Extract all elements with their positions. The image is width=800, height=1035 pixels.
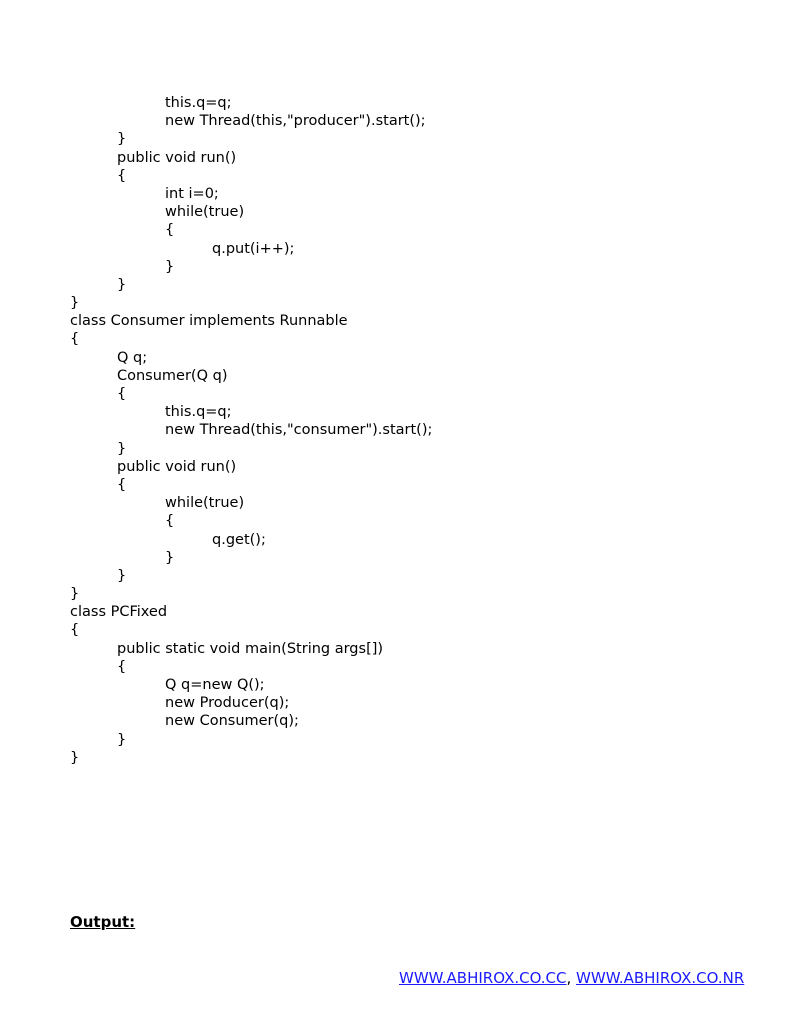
code-line: new Thread(this,"producer").start(); <box>165 113 426 130</box>
code-line: } <box>70 749 80 766</box>
code-line: { <box>117 658 127 675</box>
code-line: new Producer(q); <box>165 695 290 712</box>
code-line: { <box>117 476 127 493</box>
code-line: { <box>117 386 127 402</box>
code-line: public void run() <box>117 149 237 166</box>
code-line: } <box>117 440 127 457</box>
code-line: { <box>117 167 127 184</box>
code-line: Q q; <box>117 349 148 366</box>
code-line: while(true) <box>165 204 245 221</box>
code-line: } <box>165 549 175 566</box>
code-line: public void run() <box>117 458 237 475</box>
code-line: } <box>117 731 127 748</box>
code-listing <box>70 94 432 767</box>
footer-links <box>399 969 744 987</box>
code-line: q.get(); <box>212 531 266 548</box>
code-line: new Consumer(q); <box>165 713 299 730</box>
code-line: int i=0; <box>165 185 219 202</box>
code-line: this.q=q; <box>165 404 232 421</box>
code-line: } <box>117 276 127 293</box>
code-line: } <box>165 258 175 275</box>
code-line: class PCFixed <box>70 604 168 621</box>
code-line: { <box>70 622 80 639</box>
code-line: while(true) <box>165 495 245 512</box>
code-line: { <box>70 331 80 348</box>
footer-separator: , <box>566 969 577 987</box>
code-line: { <box>165 222 175 239</box>
code-line: new Thread(this,"consumer").start(); <box>165 422 433 439</box>
code-line: Consumer(Q q) <box>117 367 228 384</box>
code-line: } <box>117 131 127 148</box>
code-line: this.q=q; <box>165 95 232 111</box>
code-line: q.put(i++); <box>212 240 295 257</box>
code-line: public static void main(String args[]) <box>117 640 384 657</box>
code-line: } <box>70 586 80 603</box>
code-line: } <box>70 295 80 312</box>
code-line: } <box>117 567 127 584</box>
code-line: Q q=new Q(); <box>165 677 265 693</box>
code-line: { <box>165 513 175 530</box>
footer-link-nr[interactable]: WWW.ABHIROX.CO.NR <box>576 969 745 987</box>
footer-link-cc[interactable]: WWW.ABHIROX.CO.CC <box>399 969 567 987</box>
output-heading: Output: <box>70 913 136 931</box>
code-line: class Consumer implements Runnable <box>70 313 348 330</box>
